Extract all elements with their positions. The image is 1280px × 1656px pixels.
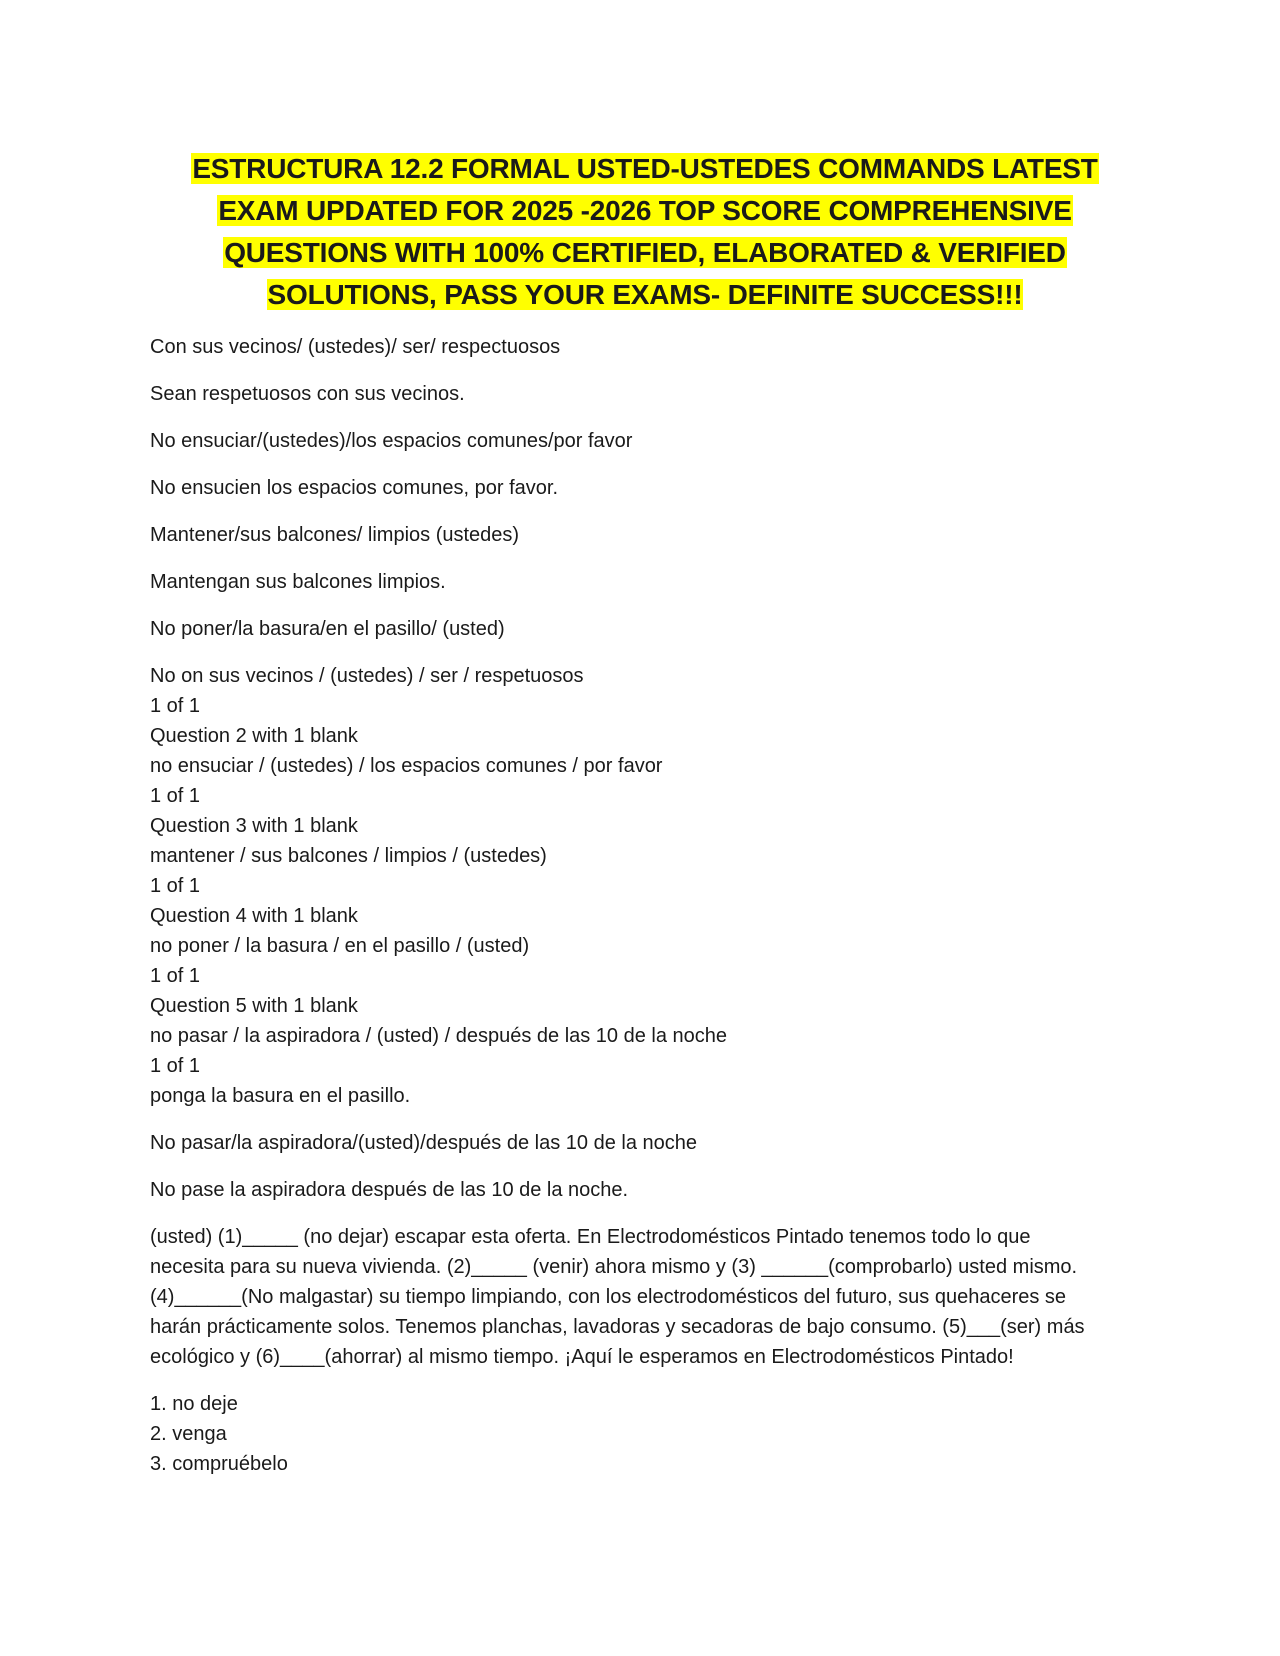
quiz-line: Question 4 with 1 blank [150,905,358,927]
quiz-line: No on sus vecinos / (ustedes) / ser / respetuosos [150,665,584,687]
answer-paragraph: No pase la aspiradora después de las 10 de la noche. [150,1179,629,1201]
title-line: ESTRUCTURA 12.2 FORMAL USTED-USTEDES COMMANDS LATEST [192,153,1098,184]
quiz-line: no pasar / la aspiradora / (usted) / después de las 10 de la noche [150,1025,728,1047]
quiz-line: 1 of 1 [150,1055,201,1077]
prompt-paragraph: No poner/la basura/en el pasillo/ (usted) [150,618,505,640]
quiz-line: Question 2 with 1 blank [150,725,358,747]
passage-line: (4)______(No malgastar) su tiempo limpiando, con los electrodomésticos del futuro, sus quehaceres se [150,1286,1067,1308]
passage-paragraph [150,1222,1140,1372]
quiz-line: 1 of 1 [150,695,201,717]
document-body [150,332,1140,1479]
answer-list [150,1389,1140,1479]
passage-line: (usted) (1)_____ (no dejar) escapar esta oferta. En Electrodomésticos Pintado tenemos todo lo que [150,1226,1031,1248]
prompt-paragraph: No ensuciar/(ustedes)/los espacios comunes/por favor [150,430,633,452]
prompt-paragraph: No pasar/la aspiradora/(usted)/después de las 10 de la noche [150,1132,698,1154]
quiz-line: 1 of 1 [150,875,201,897]
quiz-block [150,661,1140,1111]
document-title [150,148,1140,316]
prompt-paragraph: Con sus vecinos/ (ustedes)/ ser/ respectuosos [150,336,561,358]
quiz-line: Question 5 with 1 blank [150,995,358,1017]
answer-paragraph: Mantengan sus balcones limpios. [150,571,446,593]
quiz-line: 1 of 1 [150,785,201,807]
answer-item: 1. no deje [150,1393,238,1415]
quiz-line: ponga la basura en el pasillo. [150,1085,411,1107]
passage-line: harán prácticamente solos. Tenemos planchas, lavadoras y secadoras de bajo consumo. (5)___(ser) más [150,1316,1085,1338]
quiz-line: 1 of 1 [150,965,201,987]
quiz-line: no poner / la basura / en el pasillo / (usted) [150,935,530,957]
quiz-line: Question 3 with 1 blank [150,815,358,837]
quiz-line: no ensuciar / (ustedes) / los espacios comunes / por favor [150,755,663,777]
title-line: EXAM UPDATED FOR 2025 -2026 TOP SCORE COMPREHENSIVE [218,195,1072,226]
answer-paragraph: Sean respetuosos con sus vecinos. [150,383,465,405]
quiz-line: mantener / sus balcones / limpios / (ustedes) [150,845,547,867]
title-line: SOLUTIONS, PASS YOUR EXAMS- DEFINITE SUCCESS!!! [267,279,1023,310]
answer-paragraph: No ensucien los espacios comunes, por favor. [150,477,558,499]
title-line: QUESTIONS WITH 100% CERTIFIED, ELABORATED & VERIFIED [224,237,1066,268]
answer-item: 3. compruébelo [150,1453,288,1475]
passage-line: ecológico y (6)____(ahorrar) al mismo tiempo. ¡Aquí le esperamos en Electrodomésticos Pintado! [150,1346,1014,1368]
prompt-paragraph: Mantener/sus balcones/ limpios (ustedes) [150,524,520,546]
answer-item: 2. venga [150,1423,227,1445]
passage-line: necesita para su nueva vivienda. (2)_____ (venir) ahora mismo y (3) ______(comprobarlo) usted mismo. [150,1256,1078,1278]
